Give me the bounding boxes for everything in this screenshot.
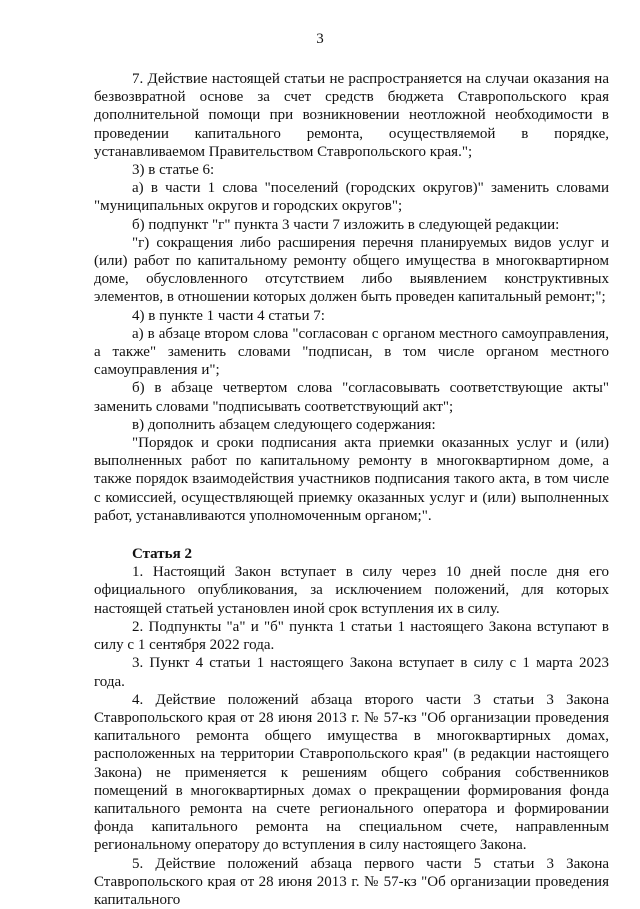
paragraph-article2-item4: 4. Действие положений абзаца второго части 3 статьи 3 Закона Ставропольского края от 28 июня 2013 г. № 57-кз "Об организации проведения капитального ремонта общего имущества в многоквартирных домах, расположенных на территории Ставропольского края" (в редакции настоящего Закона) не применяется к решениям общего собрания собственников помещений в многоквартирных домах о прекращении формирования фонда капитального ремонта на счете регионального оператора и формировании фонда капитального ремонта на специальном счете, направленным региональному оператору до вступления в силу настоящего Закона. — [94, 691, 609, 854]
paragraph-article7-new-text: "Порядок и сроки подписания акта приемки оказанных услуг и (или) выполненных работ по капитальному ремонту в многоквартирном доме, а также порядок взаимодействия участников подписания такого акта, в том числе с комиссией, осуществляющей приемку оказанных услуг и (или) выполненных работ, устанавливаются уполномоченным органом;". — [94, 435, 609, 524]
paragraph-article7-v: в) дополнить абзацем следующего содержания: — [132, 416, 436, 433]
paragraph-article1-item7: 7. Действие настоящей статьи не распространяется на случаи оказания на безвозвратной основе за счет средств бюджета Ставропольского края дополнительной помощи при возникновении неотложной необходимости в проведении капитального ремонта, осуществляемой в порядке, устанавливаемом Правительством Ставропольского края."; — [94, 71, 609, 160]
paragraph-article6-g-text: "г) сокращения либо расширения перечня планируемых видов услуг и (или) работ по капитальному ремонту общего имущества в многоквартирном доме, обусловленного отсутствием либо выявлением конструктивных элементов, в отношении которых должен быть проведен капитальный ремонт;"; — [94, 234, 609, 306]
paragraph-article7-b: б) в абзаце четвертом слова "согласовывать соответствующие акты" заменить словами "подписывать соответствующий акт"; — [94, 380, 609, 415]
page-number: 3 — [316, 31, 324, 47]
article2-heading: Статья 2 — [132, 546, 192, 563]
paragraph-article2-item1: 1. Настоящий Закон вступает в силу через 10 дней после дня его официального опубликования, за исключением положений, для которых настоящей статьей установлен иной срок вступления их в силу. — [94, 564, 609, 617]
paragraph-article6-b: б) подпункт "г" пункта 3 части 7 изложить в следующей редакции: — [132, 216, 560, 233]
paragraph-article7-intro: 4) в пункте 1 части 4 статьи 7: — [132, 307, 325, 324]
paragraph-article2-item2: 2. Подпункты "а" и "б" пункта 1 статьи 1 настоящего Закона вступают в силу с 1 сентября 2022 года. — [94, 618, 609, 654]
paragraph-article7-a: а) в абзаце втором слова "согласован с органом местного самоуправления, а также" заменить словами "подписан, в том числе органом местного самоуправления и"; — [94, 325, 609, 379]
document-body — [94, 70, 609, 909]
paragraph-article2-item5: 5. Действие положений абзаца первого части 5 статьи 3 Закона Ставропольского края от 28 июня 2013 г. № 57-кз "Об организации проведения капитального — [94, 855, 609, 908]
paragraph-article6-a: а) в части 1 слова "поселений (городских округов)" заменить словами "муниципальных округов и городских округов"; — [94, 180, 609, 215]
paragraph-article2-item3: 3. Пункт 4 статьи 1 настоящего Закона вступает в силу с 1 марта 2023 года. — [94, 655, 609, 690]
paragraph-article6-intro: 3) в статье 6: — [132, 162, 215, 179]
